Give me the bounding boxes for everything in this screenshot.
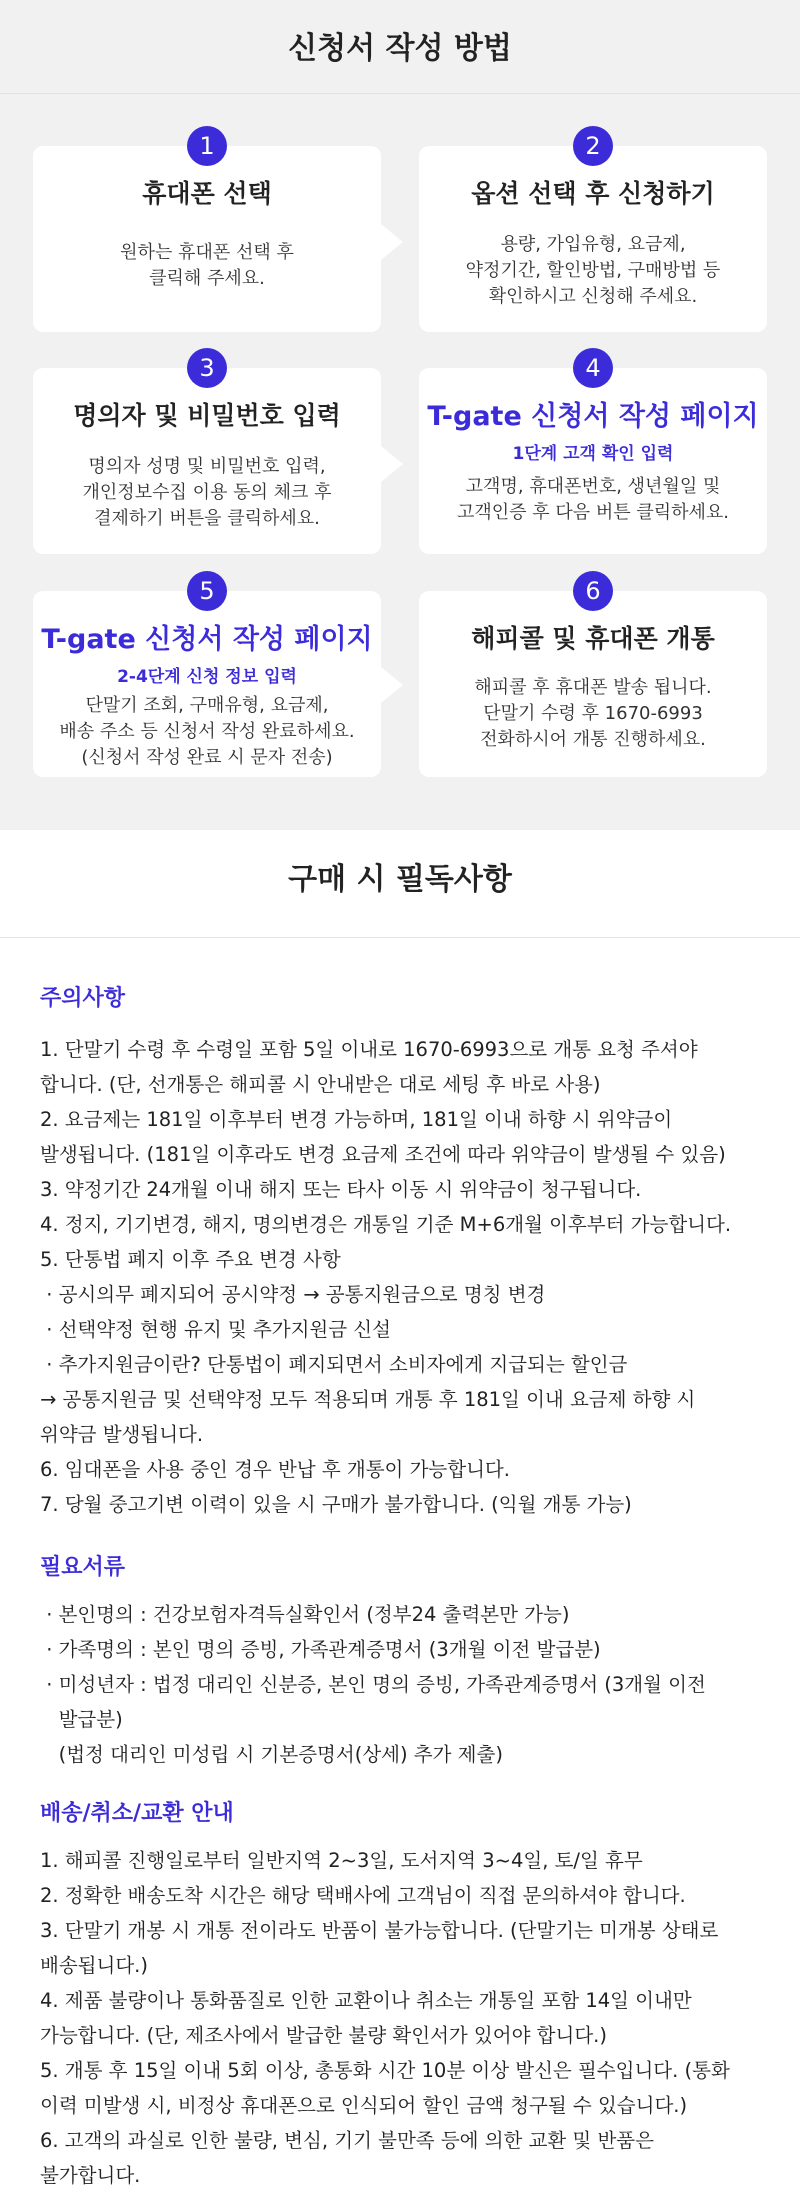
step-number-badge: 3 bbox=[187, 348, 227, 388]
step-card-3 bbox=[33, 354, 381, 554]
list-item: 3. 약정기간 24개월 이내 해지 또는 타사 이동 시 위약금이 청구됩니다. bbox=[40, 1178, 642, 1201]
how-to-title: 신청서 작성 방법 bbox=[0, 0, 800, 94]
step-number-badge: 4 bbox=[573, 348, 613, 388]
list-item: 4. 제품 불량이나 통화품질로 인한 교환이나 취소는 개통일 포함 14일 이내만 bbox=[40, 1989, 692, 2012]
caution-heading: 주의사항 bbox=[40, 986, 126, 1011]
step-number-badge: 6 bbox=[573, 571, 613, 611]
list-item: → 공통지원금 및 선택약정 모두 적용되며 개통 후 181일 이내 요금제 하향 시 bbox=[40, 1388, 696, 1411]
step-description: 명의자 성명 및 비밀번호 입력, 개인정보수집 이용 동의 체크 후 결제하기 버튼을 클릭하세요. bbox=[82, 456, 332, 529]
step-description: 용량, 가입유형, 요금제, 약정기간, 할인방법, 구매방법 등 확인하시고 신청해 주세요. bbox=[465, 234, 721, 307]
step-title: 명의자 및 비밀번호 입력 bbox=[73, 401, 341, 430]
step-description: 고객명, 휴대폰번호, 생년월일 및 고객인증 후 다음 버튼 클릭하세요. bbox=[456, 476, 730, 523]
list-item: 위약금 발생됩니다. bbox=[40, 1423, 204, 1446]
list-item: 불가합니다. bbox=[40, 2164, 141, 2187]
step-number-badge: 5 bbox=[187, 571, 227, 611]
list-item: 5. 단통법 폐지 이후 주요 변경 사항 bbox=[40, 1248, 341, 1271]
list-item: 2. 정확한 배송도착 시간은 해당 택배사에 고객님이 직접 문의하셔야 합니다. bbox=[40, 1884, 686, 1907]
list-item: 가능합니다. (단, 제조사에서 발급한 불량 확인서가 있어야 합니다.) bbox=[40, 2024, 607, 2047]
list-item: · 선택약정 현행 유지 및 추가지원금 신설 bbox=[40, 1318, 391, 1341]
step-card-6 bbox=[419, 577, 767, 777]
step-title: T-gate 신청서 작성 페이지 bbox=[427, 401, 759, 432]
list-item: · 가족명의 : 본인 명의 증빙, 가족관계증명서 (3개월 이전 발급분) bbox=[40, 1638, 601, 1661]
documents-list bbox=[40, 1597, 760, 1772]
notice-body bbox=[0, 981, 800, 2193]
delivery-heading: 배송/취소/교환 안내 bbox=[40, 1801, 234, 1826]
steps-grid bbox=[0, 94, 800, 830]
step-card-2 bbox=[419, 132, 767, 332]
documents-heading: 필요서류 bbox=[40, 1555, 126, 1580]
step-title: 해피콜 및 휴대폰 개통 bbox=[471, 624, 715, 653]
list-item: 2. 요금제는 181일 이후부터 변경 가능하며, 181일 이내 하향 시 위약금이 bbox=[40, 1108, 673, 1131]
step-card-5 bbox=[33, 577, 381, 777]
arrow-right-icon bbox=[381, 224, 403, 260]
step-title: T-gate 신청서 작성 페이지 bbox=[41, 624, 373, 655]
list-item: · 본인명의 : 건강보험자격득실확인서 (정부24 출력본만 가능) bbox=[40, 1603, 570, 1626]
list-item: · 공시의무 폐지되어 공시약정 → 공통지원금으로 명칭 변경 bbox=[40, 1283, 546, 1306]
step-number-badge: 2 bbox=[573, 126, 613, 166]
arrow-right-icon bbox=[381, 446, 403, 482]
step-description: 단말기 조회, 구매유형, 요금제, 배송 주소 등 신청서 작성 완료하세요. (신청서 작성 완료 시 문자 전송) bbox=[59, 695, 355, 768]
list-item: 1. 단말기 수령 후 수령일 포함 5일 이내로 1670-6993으로 개통 요청 주셔야 bbox=[40, 1038, 698, 1061]
list-item: 이력 미발생 시, 비정상 휴대폰으로 인식되어 할인 금액 청구될 수 있습니다.) bbox=[40, 2094, 688, 2117]
delivery-list bbox=[40, 1843, 760, 2193]
step-subtitle: 1단계 고객 확인 입력 bbox=[512, 444, 674, 464]
caution-list bbox=[40, 1032, 760, 1522]
list-item: 6. 임대폰을 사용 중인 경우 반납 후 개통이 가능합니다. bbox=[40, 1458, 510, 1481]
list-item: · 추가지원금이란? 단통법이 폐지되면서 소비자에게 지급되는 할인금 bbox=[40, 1353, 628, 1376]
list-item: 4. 정지, 기기변경, 해지, 명의변경은 개통일 기준 M+6개월 이후부터 가능합니다. bbox=[40, 1213, 732, 1236]
list-item: 5. 개통 후 15일 이내 5회 이상, 총통화 시간 10분 이상 발신은 필수입니다. (통화 bbox=[40, 2059, 730, 2082]
step-description: 원하는 휴대폰 선택 후 클릭해 주세요. bbox=[120, 242, 294, 289]
notice-title: 구매 시 필독사항 bbox=[0, 830, 800, 938]
list-item: 배송됩니다.) bbox=[40, 1954, 148, 1977]
step-card-1 bbox=[33, 132, 381, 332]
arrow-right-icon bbox=[381, 667, 403, 703]
list-item: 3. 단말기 개봉 시 개통 전이라도 반품이 불가능합니다. (단말기는 미개봉 상태로 bbox=[40, 1919, 719, 1942]
list-item: · 미성년자 : 법정 대리인 신분증, 본인 명의 증빙, 가족관계증명서 (3개월 이전 bbox=[40, 1673, 706, 1696]
list-item: (법정 대리인 미성립 시 기본증명서(상세) 추가 제출) bbox=[40, 1743, 503, 1766]
step-title: 휴대폰 선택 bbox=[142, 179, 272, 208]
step-card-4 bbox=[419, 354, 767, 554]
list-item: 1. 해피콜 진행일로부터 일반지역 2~3일, 도서지역 3~4일, 토/일 휴무 bbox=[40, 1849, 643, 1872]
list-item: 6. 고객의 과실로 인한 불량, 변심, 기기 불만족 등에 의한 교환 및 반품은 bbox=[40, 2129, 654, 2152]
step-number-badge: 1 bbox=[187, 126, 227, 166]
notice-section bbox=[0, 830, 800, 2193]
step-subtitle: 2-4단계 신청 정보 입력 bbox=[117, 667, 297, 687]
step-description: 해피콜 후 휴대폰 발송 됩니다. 단말기 수령 후 1670-6993 전화하시어 개통 진행하세요. bbox=[474, 677, 712, 750]
list-item: 7. 당월 중고기변 이력이 있을 시 구매가 불가합니다. (익월 개통 가능) bbox=[40, 1493, 632, 1516]
list-item: 합니다. (단, 선개통은 해피콜 시 안내받은 대로 세팅 후 바로 사용) bbox=[40, 1073, 601, 1096]
list-item: 발생됩니다. (181일 이후라도 변경 요금제 조건에 따라 위약금이 발생될 수 있음) bbox=[40, 1143, 726, 1166]
how-to-section bbox=[0, 0, 800, 830]
list-item: 발급분) bbox=[40, 1708, 123, 1731]
step-title: 옵션 선택 후 신청하기 bbox=[471, 179, 715, 208]
